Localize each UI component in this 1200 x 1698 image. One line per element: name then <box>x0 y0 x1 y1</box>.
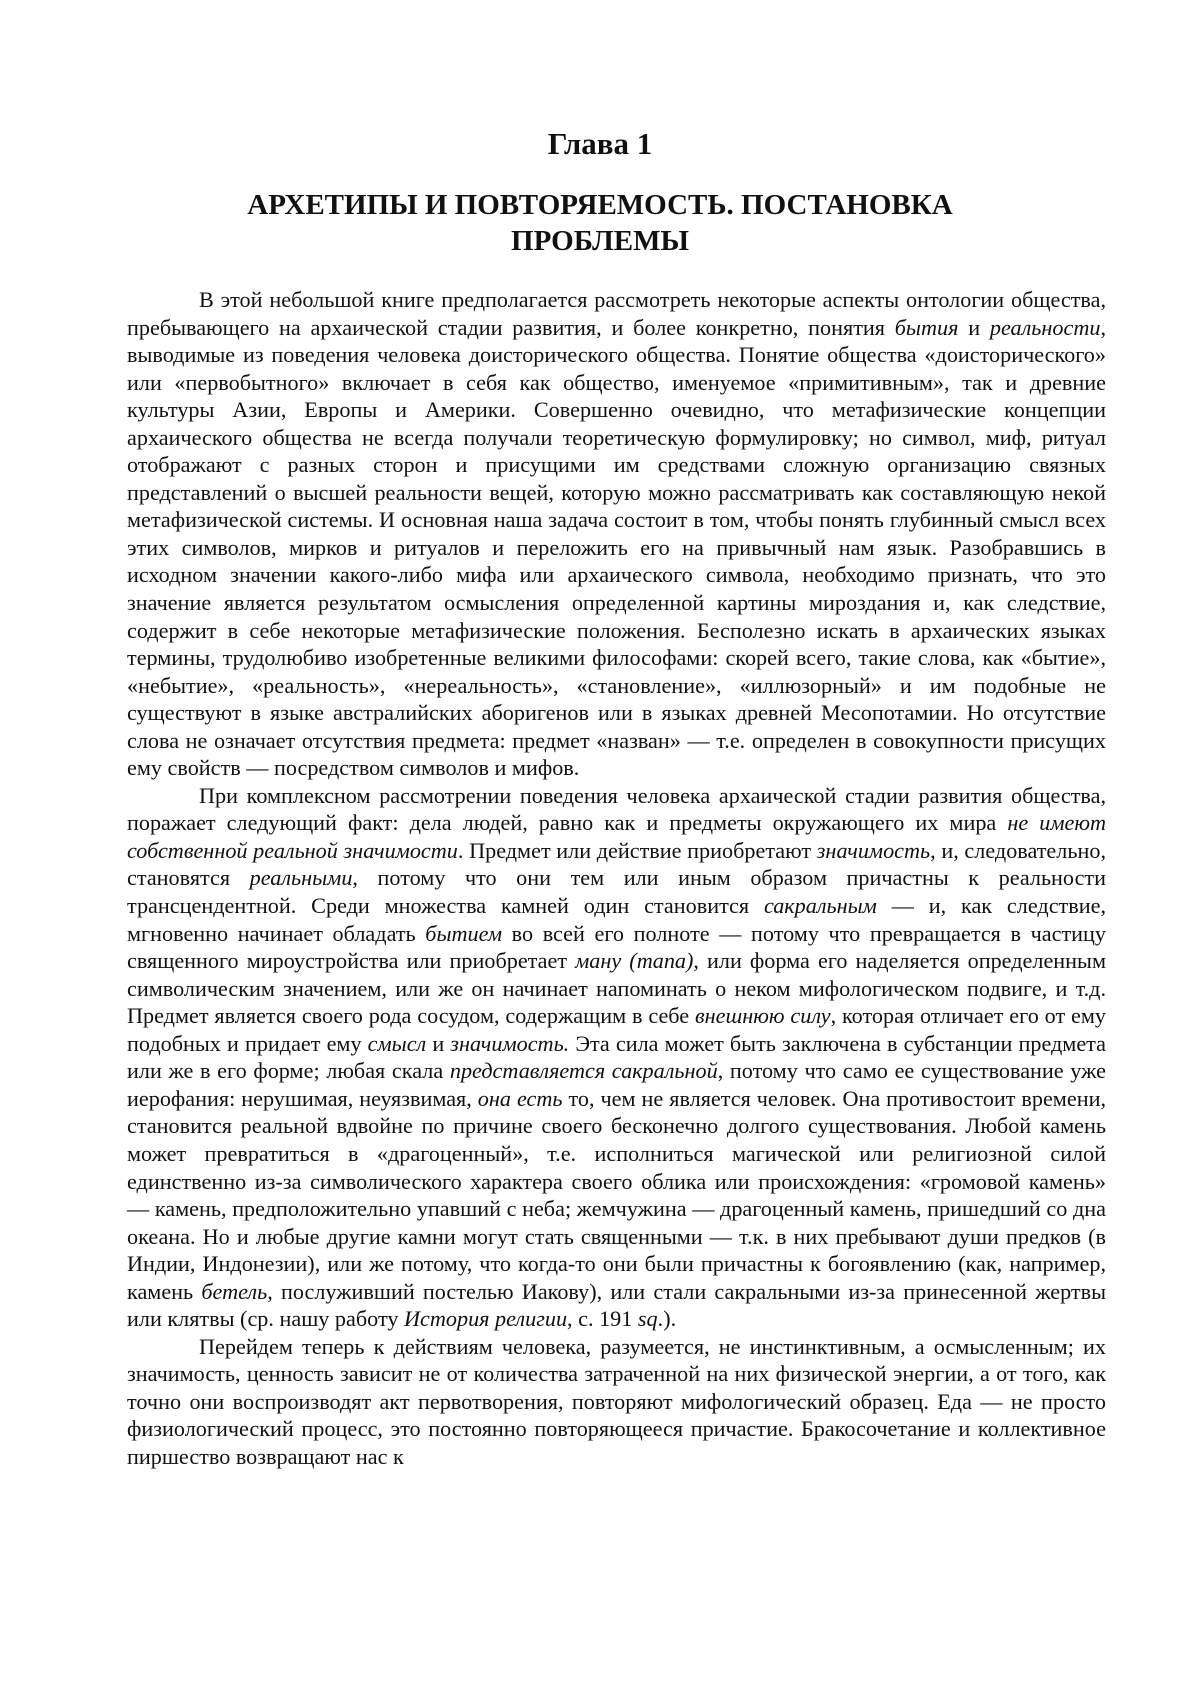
text-run: и <box>958 314 990 340</box>
paragraph-2 <box>127 782 1106 1333</box>
italic-run: реальными <box>249 865 353 891</box>
italic-run: реальности <box>989 314 1101 340</box>
italic-run: бетель <box>201 1278 268 1304</box>
text-run: — и, как следствие, мгновенно начинает обладать <box>127 893 1106 946</box>
text-run: , выводимые из поведения человека доисторического общества. Понятие общества «доисторического» или «первобытного» включает в себя как общество, именуемое «примитивным», так и древние культуры Азии, Европы и Америки. Совершенно очевидно, что метафизические концепции архаического общества не всегда получали теоретическую формулировку; но символ, миф, ритуал отображают с разных сторон и присущими им средствами сложную организацию связных представлений о высшей реальности вещей, которую можно рассматривать как составляющую некой метафизической системы. И основная наша задача состоит в том, чтобы понять глубинный смысл всех этих символов, мирков и ритуалов и переложить его на привычный нам язык. Разобравшись в исходном значении какого-либо мифа или архаического символа, необходимо признать, что это значение является результатом осмысления определенной картины мироздания и, как следствие, содержит в себе некоторые метафизические положения. Бесполезно искать в архаических языках термины, трудолюбиво изобретенные великими философами: скорей всего, такие слова, как «бытие», «небытие», «реальность», «нереальность», «становление», «иллюзорный» и им подобные не существуют в языке австралийских аборигенов или в языках древней Месопотамии. Но отсутствие слова не означает отсутствия предмета: предмет «назван» — т.е. определен в совокупности присущих ему свойств — посредством символов и мифов. <box>127 314 1106 781</box>
text-run: , и, следовательно, становятся <box>127 837 1106 891</box>
text-run: то, чем не является человек. Она противостоит времени, становится реальной вдвойне по причине своего бесконечно долгого существования. Любой камень может превратиться в «драгоценный», т.е. исполниться магической или религиозной силой единственно из-за символического характера своего облика или происхождения: «громовой камень» — камень, предположительно упавший с неба; жемчужина — драгоценный камень, пришедший со дна океана. Но и любые другие камни могут стать священными — т.к. в них пребывают души предков (в Индии, Индонезии), или же потому, что когда-то они были причастны к богоявлению (как, например, камень <box>127 1085 1106 1304</box>
body-text <box>127 286 1106 1471</box>
text-run: При комплексном рассмотрении поведения человека архаической стадии развития общества, поражает следующий факт: дела людей, равно как и предметы окружающего их мира <box>127 782 1106 836</box>
text-run: во всей его полноте — потому что превращается в частицу священного мироустройства или приобретает <box>127 920 1106 974</box>
italic-run: бытия <box>894 314 959 340</box>
text-run: .). <box>657 1306 677 1332</box>
text-run: , которая отличает его от ему подобных и придает ему <box>127 1003 1106 1056</box>
paragraph-3 <box>127 1333 1106 1471</box>
text-run: , потому что они тем или иным образом причастны к реальности трансцендентной. Среди множества камней один становится <box>127 865 1106 919</box>
text-run: Эта сила может быть заключена в субстанции предмета или же в его форме; любая скала <box>127 1030 1106 1084</box>
italic-run: История религии <box>404 1306 568 1332</box>
italic-run: ману (mana) <box>575 948 694 974</box>
text-run: В этой небольшой книге предполагается рассмотреть некоторые аспекты онтологии общества, пребывающего на архаической стадии развития, и более конкретно, понятия <box>127 287 1106 340</box>
text-run: , послуживший постелью Иакову), или стали сакральными из-за принесенной жертвы или клятвы (ср. нашу работу <box>127 1278 1106 1332</box>
paragraph-1 <box>127 286 1106 782</box>
italic-run: значимость <box>816 837 931 863</box>
italic-run: она есть <box>477 1085 563 1111</box>
text-run: , с. 191 <box>567 1306 638 1332</box>
italic-run: sq <box>637 1306 658 1332</box>
text-run: , или форма его наделяется определенным символическим значением, или же он начинает напоминать о неком мифологическом подвиге, и т.д. Предмет является своего рода сосудом, содержащим в себе <box>127 948 1106 1029</box>
text-run: , потому что само ее существование уже иерофания: нерушимая, неуязвимая, <box>127 1058 1106 1111</box>
italic-run: сакральным <box>763 893 877 919</box>
chapter-label: Глава 1 <box>547 126 653 161</box>
text-run: и <box>426 1030 451 1056</box>
text-run: . Предмет или действие приобретают <box>457 837 817 863</box>
italic-run: не имеют собственной реальной значимости <box>127 810 1106 863</box>
italic-run: представляется сакральной <box>449 1058 718 1084</box>
italic-run: смысл <box>367 1030 427 1056</box>
chapter-title: АРХЕТИПЫ И ПОВТОРЯЕМОСТЬ. ПОСТАНОВКА ПРОБЛЕМЫ <box>247 189 953 257</box>
italic-run: внешнюю силу <box>695 1003 831 1029</box>
text-run: Перейдем теперь к действиям человека, разумеется, не инстинктивным, а осмысленным; их значимость, ценность зависит не от количества затраченной на них физической энергии, а от того, как точно они воспроизводят акт первотворения, повторяют мифологический образец. Еда — не просто физиологический процесс, это постоянно повторяющееся причастие. Бракосочетание и коллективное пиршество возвращают нас к <box>127 1333 1106 1469</box>
italic-run: значимость. <box>450 1030 570 1056</box>
italic-run: бытием <box>425 920 503 946</box>
